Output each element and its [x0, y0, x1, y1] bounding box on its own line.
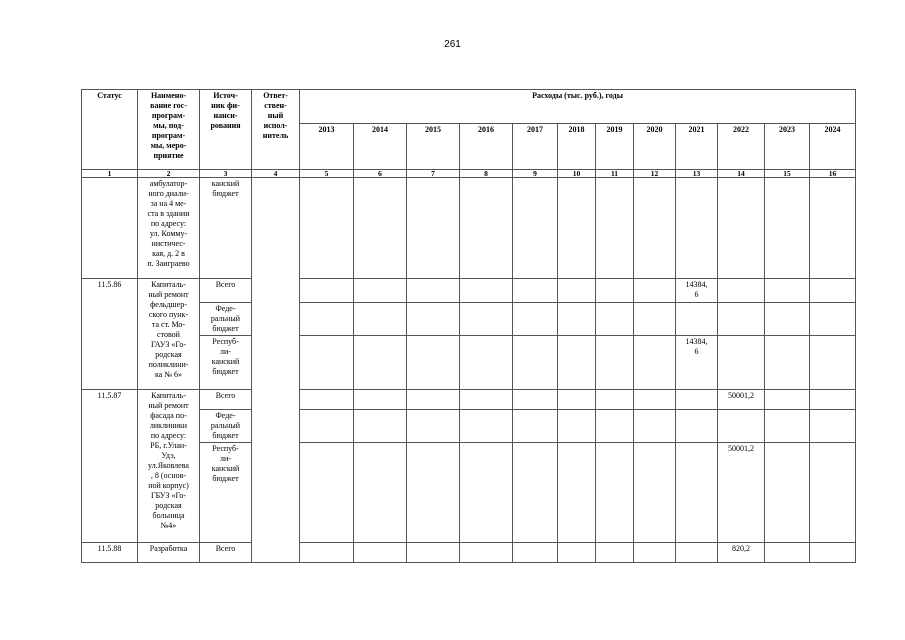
year-header: 2015	[407, 124, 460, 170]
column-number-row	[82, 170, 856, 178]
column-number: 1	[82, 170, 138, 178]
value-2022	[718, 279, 765, 303]
source-cell: Респуб- ли- канский бюджет	[200, 336, 252, 390]
status-cell	[82, 178, 138, 279]
source-cell: канский бюджет	[200, 178, 252, 279]
name-cell: Капиталь- ный ремонт фельдшер- ского пунк- та ст. Мо- стовой ГАУЗ «Го- родская поликлини- ка № 6»	[138, 279, 200, 390]
responsible-cell	[252, 178, 300, 563]
source-cell: Феде- ральный бюджет	[200, 410, 252, 443]
year-header: 2022	[718, 124, 765, 170]
name-cell: Разработка	[138, 543, 200, 563]
header-responsible: Ответ- ствен- ный испол- нитель	[252, 90, 300, 170]
source-cell: Всего	[200, 390, 252, 410]
source-cell: Всего	[200, 279, 252, 303]
page-number: 261	[444, 39, 461, 50]
name-cell: Капиталь- ный ремонт фасада по- ликлиники по адресу: РБ, г.Улан- Удэ, ул.Яковлева , 8 (основ- ной корпус) ГБУЗ «Го- родская больница №4»	[138, 390, 200, 543]
value-2022: 50001,2	[718, 390, 765, 410]
value-2022	[718, 410, 765, 443]
source-cell: Феде- ральный бюджет	[200, 303, 252, 336]
column-number: 6	[354, 170, 407, 178]
column-number: 4	[252, 170, 300, 178]
table-row	[82, 178, 856, 279]
year-header: 2019	[596, 124, 634, 170]
value-2021	[676, 390, 718, 410]
column-number: 16	[810, 170, 856, 178]
column-number: 8	[460, 170, 513, 178]
status-cell: 11.5.86	[82, 279, 138, 390]
column-number: 9	[513, 170, 558, 178]
column-number: 14	[718, 170, 765, 178]
column-number: 3	[200, 170, 252, 178]
status-cell: 11.5.87	[82, 390, 138, 543]
value-2021	[676, 443, 718, 543]
year-header: 2014	[354, 124, 407, 170]
header-status: Статус	[82, 90, 138, 170]
table-row	[82, 279, 856, 303]
year-header: 2013	[300, 124, 354, 170]
source-cell: Респуб- ли- канский бюджет	[200, 443, 252, 543]
year-header: 2020	[634, 124, 676, 170]
value-2021	[676, 303, 718, 336]
column-number: 11	[596, 170, 634, 178]
column-number: 12	[634, 170, 676, 178]
column-number: 2	[138, 170, 200, 178]
value-2021	[676, 543, 718, 563]
header-source: Источ- ник фи- нанси- рования	[200, 90, 252, 170]
year-header: 2016	[460, 124, 513, 170]
column-number: 13	[676, 170, 718, 178]
year-header: 2021	[676, 124, 718, 170]
column-number: 10	[558, 170, 596, 178]
value-2021	[676, 410, 718, 443]
value-2022	[718, 303, 765, 336]
status-cell: 11.5.88	[82, 543, 138, 563]
header-expenses: Расходы (тыс. руб.), годы	[300, 90, 856, 124]
budget-table	[81, 89, 856, 563]
value-2022: 820,2	[718, 543, 765, 563]
year-header: 2017	[513, 124, 558, 170]
header-row	[82, 90, 856, 124]
header-name: Наимено- вание гос- програм- мы, под- програм- мы, меро- приятие	[138, 90, 200, 170]
table-row	[82, 543, 856, 563]
value-2021: 14384, 6	[676, 279, 718, 303]
column-number: 7	[407, 170, 460, 178]
name-cell: амбулатор- ного диали- за на 4 ме- ста в здании по адресу: ул. Комму- нистичес- кая, д. 2 в п. Заиграево	[138, 178, 200, 279]
source-cell: Всего	[200, 543, 252, 563]
value-2022	[718, 336, 765, 390]
value-2021: 14384, 6	[676, 336, 718, 390]
year-header: 2024	[810, 124, 856, 170]
year-header: 2023	[765, 124, 810, 170]
table-row	[82, 390, 856, 410]
column-number: 5	[300, 170, 354, 178]
value-2022: 50001,2	[718, 443, 765, 543]
column-number: 15	[765, 170, 810, 178]
year-header: 2018	[558, 124, 596, 170]
